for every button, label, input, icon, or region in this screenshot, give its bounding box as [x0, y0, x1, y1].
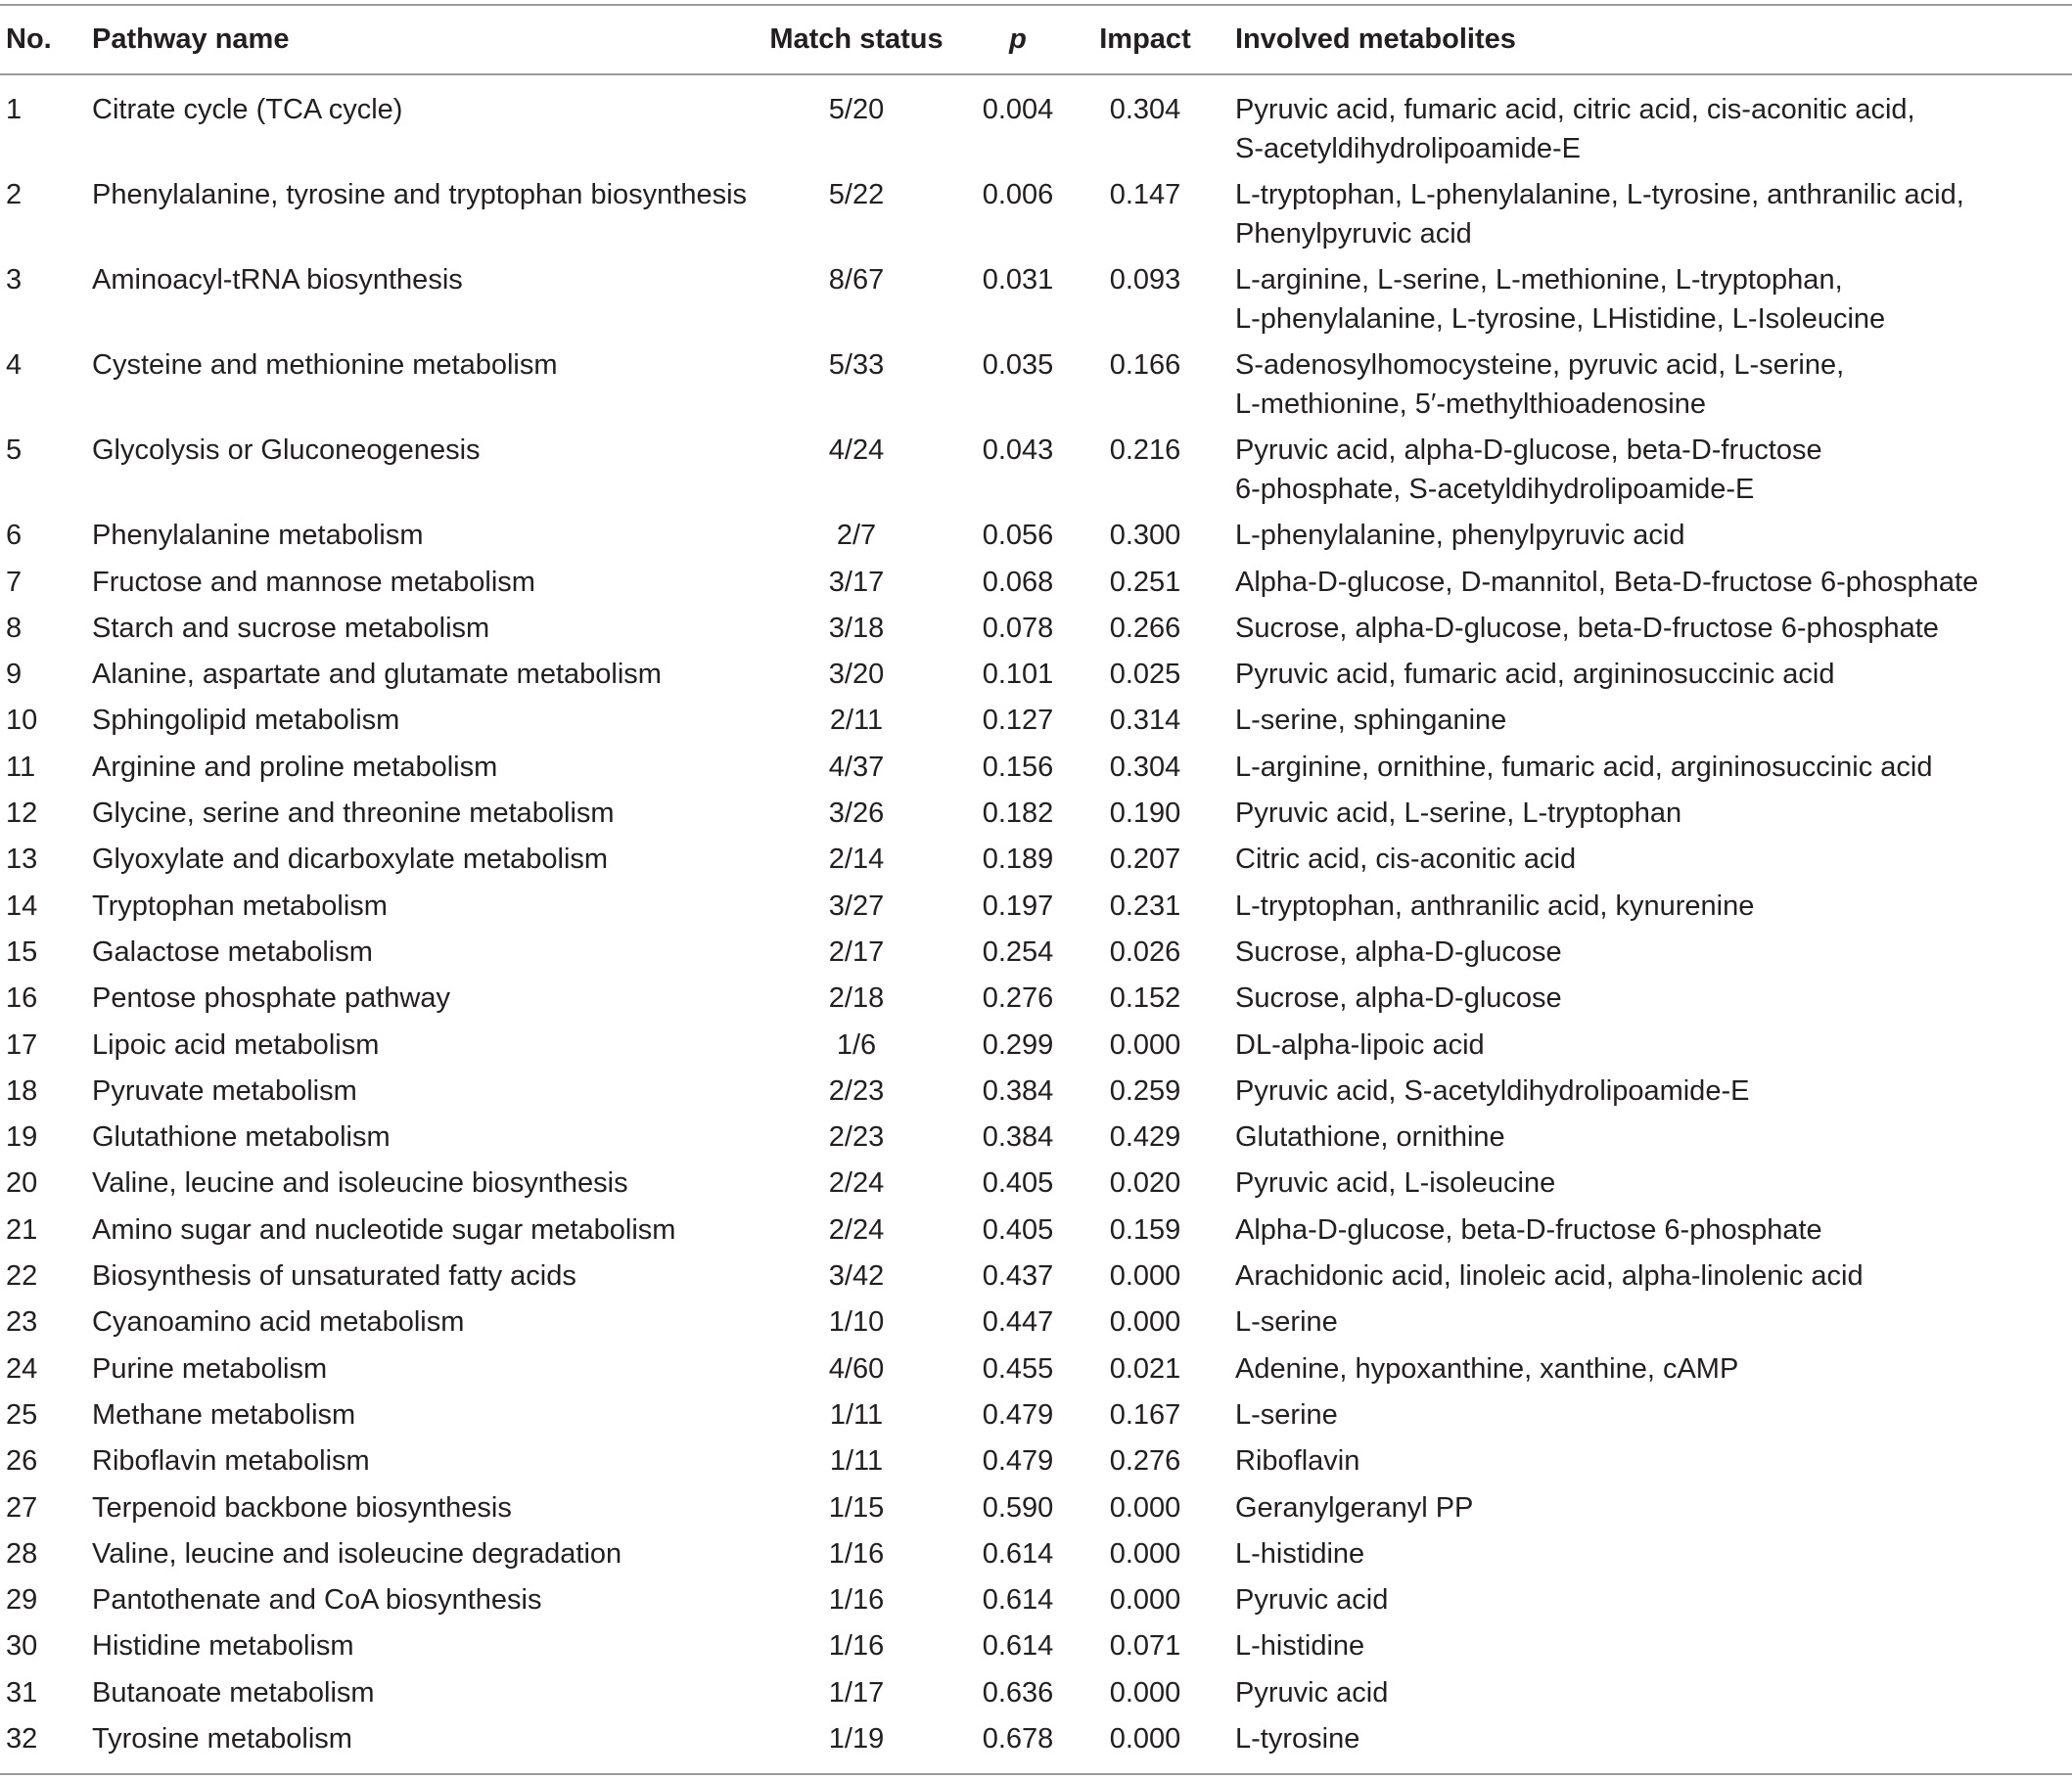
- cell-pathway-name: Valine, leucine and isoleucine biosynthesis: [92, 1167, 628, 1199]
- cell-match-status: 2/24: [828, 1214, 885, 1246]
- cell-p: 0.299: [982, 1029, 1054, 1061]
- cell-involved-metabolites: Sucrose, alpha-D-glucose: [1235, 982, 1562, 1014]
- cell-match-status: 3/17: [828, 567, 885, 598]
- cell-match-status: 1/15: [828, 1492, 885, 1524]
- header-pathway-name: Pathway name: [92, 23, 290, 55]
- cell-impact: 0.167: [1109, 1399, 1181, 1431]
- header-match-status: Match status: [769, 23, 944, 55]
- cell-involved-metabolites: Geranylgeranyl PP: [1235, 1492, 1474, 1524]
- cell-pathway-name: Tyrosine metabolism: [92, 1723, 352, 1755]
- cell-impact: 0.025: [1109, 659, 1181, 690]
- cell-impact: 0.000: [1109, 1677, 1181, 1709]
- cell-impact: 0.429: [1109, 1121, 1181, 1153]
- cell-no: 30: [6, 1630, 38, 1662]
- cell-match-status: 2/11: [829, 705, 884, 736]
- cell-match-status: 1/16: [828, 1630, 885, 1662]
- cell-match-status: 2/17: [828, 936, 885, 968]
- cell-match-status: 2/18: [828, 982, 885, 1014]
- cell-no: 29: [6, 1584, 38, 1616]
- cell-impact: 0.207: [1109, 844, 1181, 875]
- cell-involved-metabolites: L-phenylalanine, phenylpyruvic acid: [1235, 520, 1685, 551]
- cell-no: 23: [6, 1306, 38, 1338]
- cell-involved-metabolites: Pyruvic acid, S-acetyldihydrolipoamide-E: [1235, 1075, 1750, 1107]
- cell-involved-metabolites: L-tryptophan, anthranilic acid, kynurenine: [1235, 890, 1755, 922]
- cell-no: 27: [6, 1492, 38, 1524]
- cell-match-status: 5/22: [828, 179, 885, 210]
- cell-no: 12: [6, 798, 38, 829]
- cell-no: 32: [6, 1723, 38, 1755]
- cell-match-status: 2/24: [828, 1167, 885, 1199]
- cell-pathway-name: Pantothenate and CoA biosynthesis: [92, 1584, 542, 1616]
- cell-impact: 0.166: [1109, 349, 1181, 381]
- cell-pathway-name: Phenylalanine, tyrosine and tryptophan biosynthesis: [92, 179, 748, 210]
- cell-no: 6: [6, 520, 23, 551]
- cell-impact: 0.266: [1109, 613, 1181, 644]
- bottom-rule: [0, 1773, 2072, 1775]
- cell-impact: 0.304: [1109, 752, 1181, 783]
- cell-match-status: 3/18: [828, 613, 885, 644]
- cell-involved-metabolites: L-histidine: [1235, 1630, 1365, 1662]
- cell-involved-metabolites: Pyruvic acid, fumaric acid, citric acid, cis-aconitic acid,: [1235, 94, 1915, 125]
- cell-no: 28: [6, 1538, 38, 1570]
- cell-impact: 0.020: [1109, 1167, 1181, 1199]
- cell-impact: 0.000: [1109, 1029, 1181, 1061]
- cell-pathway-name: Aminoacyl-tRNA biosynthesis: [92, 264, 463, 296]
- cell-match-status: 1/10: [828, 1306, 885, 1338]
- cell-impact: 0.152: [1109, 982, 1181, 1014]
- cell-no: 19: [6, 1121, 38, 1153]
- cell-p: 0.276: [982, 982, 1054, 1014]
- cell-p: 0.678: [982, 1723, 1054, 1755]
- cell-no: 24: [6, 1353, 38, 1385]
- cell-involved-metabolites: Citric acid, cis-aconitic acid: [1235, 844, 1577, 875]
- cell-involved-metabolites: L-serine, sphinganine: [1235, 705, 1507, 736]
- cell-p: 0.384: [982, 1075, 1054, 1107]
- cell-match-status: 5/20: [828, 94, 885, 125]
- cell-involved-metabolites: Riboflavin: [1235, 1445, 1360, 1477]
- cell-no: 25: [6, 1399, 38, 1431]
- cell-involved-metabolites: L-tyrosine: [1235, 1723, 1360, 1755]
- cell-no: 18: [6, 1075, 38, 1107]
- cell-pathway-name: Glycolysis or Gluconeogenesis: [92, 434, 481, 466]
- cell-impact: 0.190: [1109, 798, 1181, 829]
- cell-impact: 0.021: [1109, 1353, 1181, 1385]
- cell-match-status: 4/60: [828, 1353, 885, 1385]
- cell-match-status: 2/23: [828, 1121, 885, 1153]
- cell-involved-metabolites-cont: Phenylpyruvic acid: [1235, 218, 1472, 250]
- cell-pathway-name: Valine, leucine and isoleucine degradation: [92, 1538, 622, 1570]
- cell-p: 0.035: [982, 349, 1054, 381]
- cell-involved-metabolites: Alpha-D-glucose, beta-D-fructose 6-phosphate: [1235, 1214, 1822, 1246]
- cell-match-status: 4/24: [828, 434, 885, 466]
- cell-impact: 0.251: [1109, 567, 1181, 598]
- cell-p: 0.384: [982, 1121, 1054, 1153]
- cell-no: 20: [6, 1167, 38, 1199]
- cell-p: 0.590: [982, 1492, 1054, 1524]
- cell-impact: 0.000: [1109, 1723, 1181, 1755]
- cell-pathway-name: Methane metabolism: [92, 1399, 356, 1431]
- cell-involved-metabolites: S-adenosylhomocysteine, pyruvic acid, L-serine,: [1235, 349, 1845, 381]
- cell-impact: 0.259: [1109, 1075, 1181, 1107]
- cell-p: 0.455: [982, 1353, 1054, 1385]
- cell-impact: 0.147: [1109, 179, 1181, 210]
- cell-pathway-name: Terpenoid backbone biosynthesis: [92, 1492, 512, 1524]
- cell-involved-metabolites: Adenine, hypoxanthine, xanthine, cAMP: [1235, 1353, 1739, 1385]
- cell-involved-metabolites: Glutathione, ornithine: [1235, 1121, 1505, 1153]
- cell-impact: 0.093: [1109, 264, 1181, 296]
- header-no: No.: [6, 23, 52, 55]
- cell-involved-metabolites: Pyruvic acid: [1235, 1584, 1389, 1616]
- cell-match-status: 1/16: [828, 1584, 885, 1616]
- cell-pathway-name: Riboflavin metabolism: [92, 1445, 370, 1477]
- cell-pathway-name: Citrate cycle (TCA cycle): [92, 94, 403, 125]
- cell-p: 0.006: [982, 179, 1054, 210]
- cell-p: 0.182: [982, 798, 1054, 829]
- cell-pathway-name: Starch and sucrose metabolism: [92, 613, 490, 644]
- cell-p: 0.043: [982, 434, 1054, 466]
- cell-p: 0.127: [982, 705, 1054, 736]
- cell-pathway-name: Lipoic acid metabolism: [92, 1029, 380, 1061]
- cell-involved-metabolites: Sucrose, alpha-D-glucose: [1235, 936, 1562, 968]
- cell-pathway-name: Sphingolipid metabolism: [92, 705, 400, 736]
- cell-involved-metabolites: Pyruvic acid, alpha-D-glucose, beta-D-fructose: [1235, 434, 1822, 466]
- cell-pathway-name: Tryptophan metabolism: [92, 890, 388, 922]
- cell-pathway-name: Cysteine and methionine metabolism: [92, 349, 558, 381]
- header-rule: [0, 73, 2072, 75]
- cell-pathway-name: Alanine, aspartate and glutamate metabolism: [92, 659, 662, 690]
- cell-involved-metabolites-cont: 6-phosphate, S-acetyldihydrolipoamide-E: [1235, 474, 1755, 505]
- cell-involved-metabolites: L-arginine, L-serine, L-methionine, L-tryptophan,: [1235, 264, 1843, 296]
- cell-involved-metabolites: L-tryptophan, L-phenylalanine, L-tyrosine, anthranilic acid,: [1235, 179, 1964, 210]
- cell-involved-metabolites: Pyruvic acid: [1235, 1677, 1389, 1709]
- cell-involved-metabolites: L-arginine, ornithine, fumaric acid, argininosuccinic acid: [1235, 752, 1933, 783]
- cell-pathway-name: Pentose phosphate pathway: [92, 982, 450, 1014]
- cell-impact: 0.000: [1109, 1306, 1181, 1338]
- cell-impact: 0.000: [1109, 1260, 1181, 1292]
- cell-p: 0.405: [982, 1214, 1054, 1246]
- cell-pathway-name: Glutathione metabolism: [92, 1121, 391, 1153]
- cell-match-status: 1/17: [828, 1677, 885, 1709]
- cell-p: 0.189: [982, 844, 1054, 875]
- cell-involved-metabolites: Arachidonic acid, linoleic acid, alpha-linolenic acid: [1235, 1260, 1864, 1292]
- cell-match-status: 4/37: [828, 752, 885, 783]
- cell-p: 0.479: [982, 1399, 1054, 1431]
- cell-p: 0.447: [982, 1306, 1054, 1338]
- cell-pathway-name: Fructose and mannose metabolism: [92, 567, 535, 598]
- cell-no: 15: [6, 936, 38, 968]
- cell-involved-metabolites-cont: S-acetyldihydrolipoamide-E: [1235, 133, 1581, 164]
- cell-p: 0.156: [982, 752, 1054, 783]
- cell-pathway-name: Arginine and proline metabolism: [92, 752, 498, 783]
- cell-pathway-name: Histidine metabolism: [92, 1630, 354, 1662]
- cell-impact: 0.216: [1109, 434, 1181, 466]
- cell-involved-metabolites: Pyruvic acid, L-isoleucine: [1235, 1167, 1556, 1199]
- header-p: p: [1009, 23, 1027, 55]
- cell-p: 0.479: [982, 1445, 1054, 1477]
- cell-no: 7: [6, 567, 23, 598]
- cell-involved-metabolites: L-serine: [1235, 1306, 1338, 1338]
- cell-impact: 0.300: [1109, 520, 1181, 551]
- cell-impact: 0.276: [1109, 1445, 1181, 1477]
- cell-no: 4: [6, 349, 23, 381]
- cell-pathway-name: Biosynthesis of unsaturated fatty acids: [92, 1260, 576, 1292]
- cell-involved-metabolites: Pyruvic acid, L-serine, L-tryptophan: [1235, 798, 1682, 829]
- cell-match-status: 1/16: [828, 1538, 885, 1570]
- cell-no: 13: [6, 844, 38, 875]
- cell-pathway-name: Glyoxylate and dicarboxylate metabolism: [92, 844, 609, 875]
- cell-match-status: 5/33: [828, 349, 885, 381]
- cell-impact: 0.304: [1109, 94, 1181, 125]
- cell-match-status: 2/7: [836, 520, 877, 551]
- cell-involved-metabolites: L-histidine: [1235, 1538, 1365, 1570]
- cell-impact: 0.314: [1109, 705, 1181, 736]
- cell-involved-metabolites: Pyruvic acid, fumaric acid, argininosuccinic acid: [1235, 659, 1835, 690]
- cell-p: 0.068: [982, 567, 1054, 598]
- cell-match-status: 2/14: [828, 844, 885, 875]
- cell-no: 22: [6, 1260, 38, 1292]
- cell-no: 17: [6, 1029, 38, 1061]
- cell-pathway-name: Phenylalanine metabolism: [92, 520, 424, 551]
- cell-match-status: 2/23: [828, 1075, 885, 1107]
- cell-involved-metabolites: L-serine: [1235, 1399, 1338, 1431]
- cell-no: 8: [6, 613, 23, 644]
- cell-match-status: 1/11: [829, 1445, 884, 1477]
- top-rule: [0, 4, 2072, 6]
- cell-impact: 0.159: [1109, 1214, 1181, 1246]
- cell-p: 0.197: [982, 890, 1054, 922]
- header-involved-metabolites: Involved metabolites: [1235, 23, 1516, 55]
- cell-involved-metabolites: Sucrose, alpha-D-glucose, beta-D-fructose 6-phosphate: [1235, 613, 1939, 644]
- cell-match-status: 1/6: [836, 1029, 877, 1061]
- cell-p: 0.004: [982, 94, 1054, 125]
- cell-p: 0.031: [982, 264, 1054, 296]
- cell-impact: 0.231: [1109, 890, 1181, 922]
- cell-impact: 0.000: [1109, 1492, 1181, 1524]
- cell-match-status: 3/42: [828, 1260, 885, 1292]
- cell-p: 0.437: [982, 1260, 1054, 1292]
- cell-match-status: 3/20: [828, 659, 885, 690]
- cell-no: 14: [6, 890, 38, 922]
- cell-p: 0.056: [982, 520, 1054, 551]
- cell-impact: 0.071: [1109, 1630, 1181, 1662]
- cell-p: 0.101: [982, 659, 1054, 690]
- cell-pathway-name: Pyruvate metabolism: [92, 1075, 357, 1107]
- cell-pathway-name: Cyanoamino acid metabolism: [92, 1306, 465, 1338]
- cell-impact: 0.026: [1109, 936, 1181, 968]
- cell-pathway-name: Purine metabolism: [92, 1353, 328, 1385]
- cell-pathway-name: Glycine, serine and threonine metabolism: [92, 798, 615, 829]
- cell-p: 0.254: [982, 936, 1054, 968]
- cell-no: 3: [6, 264, 23, 296]
- cell-no: 5: [6, 434, 23, 466]
- cell-match-status: 3/26: [828, 798, 885, 829]
- cell-no: 16: [6, 982, 38, 1014]
- cell-no: 2: [6, 179, 23, 210]
- cell-no: 9: [6, 659, 23, 690]
- cell-pathway-name: Butanoate metabolism: [92, 1677, 375, 1709]
- cell-p: 0.614: [982, 1538, 1054, 1570]
- cell-involved-metabolites-cont: L-phenylalanine, L-tyrosine, LHistidine, L-Isoleucine: [1235, 303, 1886, 335]
- cell-match-status: 1/11: [829, 1399, 884, 1431]
- cell-impact: 0.000: [1109, 1538, 1181, 1570]
- cell-p: 0.405: [982, 1167, 1054, 1199]
- cell-involved-metabolites: DL-alpha-lipoic acid: [1235, 1029, 1485, 1061]
- cell-match-status: 3/27: [828, 890, 885, 922]
- header-impact: Impact: [1099, 23, 1191, 55]
- cell-no: 31: [6, 1677, 38, 1709]
- cell-match-status: 8/67: [828, 264, 885, 296]
- cell-no: 10: [6, 705, 38, 736]
- cell-p: 0.078: [982, 613, 1054, 644]
- cell-no: 26: [6, 1445, 38, 1477]
- cell-p: 0.636: [982, 1677, 1054, 1709]
- cell-pathway-name: Amino sugar and nucleotide sugar metabolism: [92, 1214, 676, 1246]
- cell-match-status: 1/19: [828, 1723, 885, 1755]
- cell-involved-metabolites: Alpha-D-glucose, D-mannitol, Beta-D-fructose 6-phosphate: [1235, 567, 1979, 598]
- cell-no: 11: [6, 752, 36, 783]
- cell-p: 0.614: [982, 1630, 1054, 1662]
- cell-impact: 0.000: [1109, 1584, 1181, 1616]
- cell-p: 0.614: [982, 1584, 1054, 1616]
- cell-pathway-name: Galactose metabolism: [92, 936, 373, 968]
- cell-involved-metabolites-cont: L-methionine, 5′-methylthioadenosine: [1235, 388, 1707, 420]
- cell-no: 21: [6, 1214, 38, 1246]
- cell-no: 1: [6, 94, 23, 125]
